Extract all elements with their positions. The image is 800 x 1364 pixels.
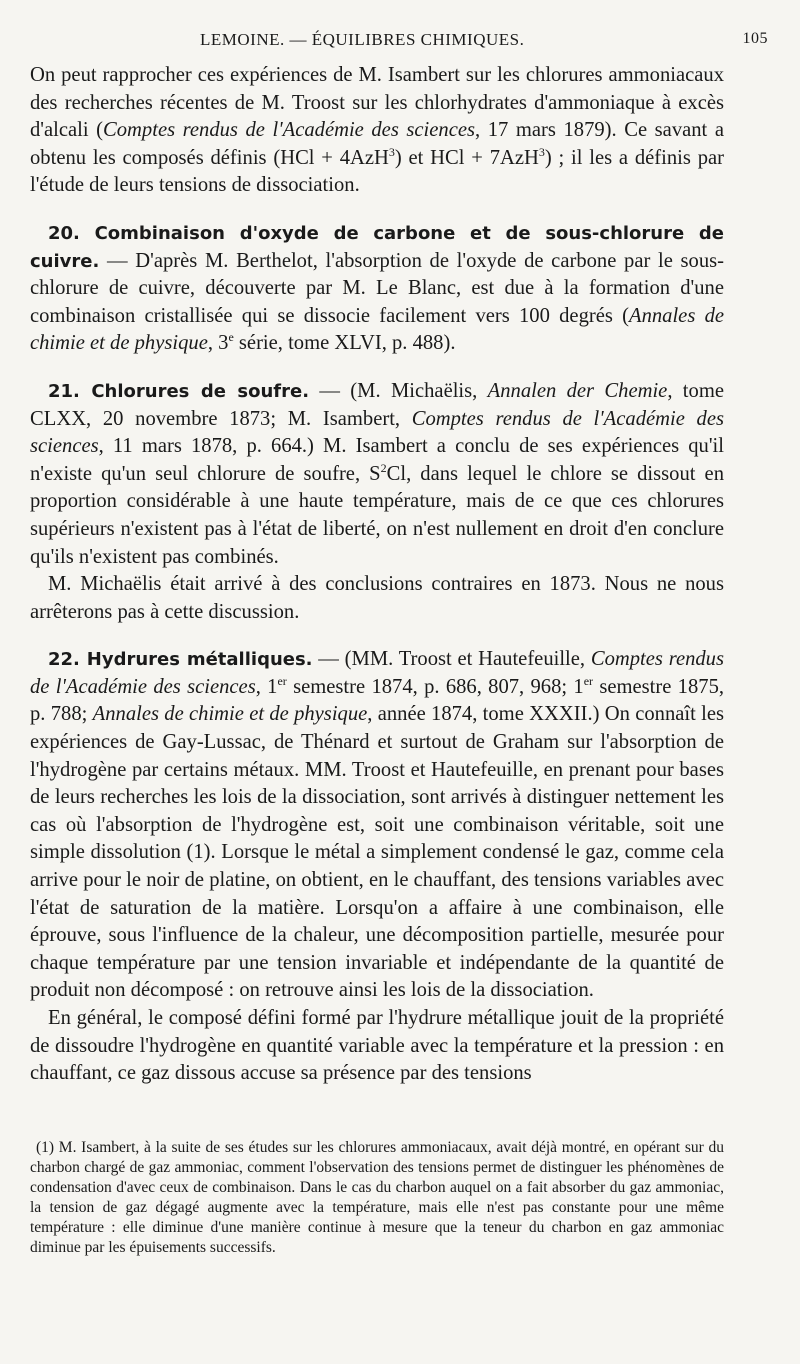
- text-run: On peut rapprocher ces expériences de M. Isambert sur les chlorures ammoniacaux des recherches récentes de M. Troost sur les chlorhydrates d'ammoniaque à excès d'alcali (: [30, 64, 724, 142]
- section-heading: 21. Chlorures de soufre.: [48, 380, 310, 402]
- section-heading: 20. Combinaison d'oxyde de carbone et de sous-chlorure de cuivre.: [30, 222, 724, 272]
- section-22: [30, 646, 724, 1005]
- citation-title: Annales de chimie et de physique: [92, 703, 368, 726]
- section-20: [30, 220, 724, 358]
- citation-title: Comptes rendus de l'Académie des sciences: [103, 119, 476, 142]
- section-21: [30, 378, 724, 571]
- text-run: — D'après M. Berthelot, l'absorption de l'oxyde de carbone par le sous-chlorure de cuivre, découverte par M. Le Blanc, est due à la formation d'une combinaison cristallisée qui se dissocie facilement vers 100 degrés (: [30, 249, 724, 327]
- text-run: , 11 mars 1878, p. 664.) M. Isambert a conclu de ses expériences qu'il n'existe qu'un seul chlorure de soufre, S: [30, 435, 724, 485]
- text-run: semestre 1875, p. 788;: [30, 675, 725, 726]
- paragraph-michaelis: M. Michaëlis était arrivé à des conclusions contraires en 1873. Nous ne nous arrêterons pas à cette discussion.: [30, 573, 724, 623]
- superscript: 3: [538, 144, 545, 159]
- superscript: 2: [380, 460, 387, 475]
- superscript: er: [277, 674, 287, 689]
- superscript: er: [583, 674, 594, 689]
- paragraph-troost: [30, 62, 724, 200]
- citation-title: Annalen der Chemie: [487, 379, 668, 402]
- citation-title: Annales de chimie et de physique: [30, 304, 725, 355]
- text-run: ) ; il les a définis par l'étude de leurs tensions de dissociation.: [30, 146, 724, 197]
- citation-title: Comptes rendus de l'Académie des sciences: [30, 648, 724, 698]
- footnote-1: (1) M. Isambert, à la suite de ses études sur les chlorures ammoniacaux, avait déjà montré, en opérant sur du charbon chargé de gaz ammoniac, comment l'observation des tensions permet de distinguer les phénomènes de condensation d'avec ceux de combinaison. Dans le cas du charbon auquel on a fait absorber du gaz ammoniac, la tension de gaz dégagé augmente avec la température, mais elle n'est pas constante pour une même température : elle diminue d'une manière continue à mesure que la teneur du charbon en gaz ammoniac diminue par les épuisements successifs.: [30, 1139, 724, 1256]
- text-run: — (M. Michaëlis,: [309, 379, 488, 402]
- footnotes: [30, 1138, 724, 1258]
- superscript: e: [228, 330, 234, 345]
- paragraph-hydrure: En général, le composé défini formé par l'hydrure métallique jouit de la propriété de dissoudre l'hydrogène en quantité variable avec la température et la pression : en chauffant, ce gaz dissous accuse sa présence par des tensions: [30, 1007, 724, 1085]
- text-run: , tome CLXX, 20 novembre 1873; M. Isambert,: [30, 379, 724, 430]
- main-text: [30, 62, 724, 1088]
- text-run: , 1: [255, 675, 278, 698]
- citation-title: Comptes rendus de l'Académie des sciences: [30, 407, 724, 458]
- text-run: semestre 1874, p. 686, 807, 968; 1: [286, 675, 584, 698]
- text-run: série, tome XLVI, p. 488).: [233, 332, 456, 355]
- text-run: Cl, dans lequel le chlore se dissout en proportion considérable à une haute température, mais de ce que ces chlorures supérieurs n'existent pas à l'état de liberté, on n'est nullement en droit d'en conclure qu'ils n'existent pas combinés.: [30, 462, 724, 568]
- page-number: 105: [742, 30, 768, 47]
- superscript: 3: [388, 144, 395, 159]
- text-run: , 17 mars 1879). Ce savant a obtenu les composés définis (HCl + 4AzH: [30, 119, 724, 169]
- text-run: ) et HCl + 7AzH: [394, 146, 539, 169]
- text-run: — (MM. Troost et Hautefeuille,: [312, 648, 591, 671]
- text-run: , année 1874, tome XXXII.) On connaît les expériences de Gay-Lussac, de Thénard et surtout de Graham sur l'absorption de l'hydrogène par certains métaux. MM. Troost et Hautefeuille, en prenant pour bases de leurs recherches les lois de la dissociation, sont arrivés à distinguer nettement les cas où l'absorption de l'hydrogène est, soit une combinaison véritable, soit une simple dissolution (1). Lorsque le métal a simplement condensé le gaz, comme cela arrive pour le noir de platine, on obtient, en le chauffant, des tensions variables avec l'état de saturation de la matière. Lorsqu'on a affaire à une combinaison, elle éprouve, sous l'influence de la chaleur, une décomposition partielle, mesurée pour chaque température par une tension invariable et indépendante de la quantité de produit non décomposé : on retrouve ainsi les lois de la dissociation.: [30, 703, 724, 1002]
- running-title: LEMOINE. — ÉQUILIBRES CHIMIQUES.: [200, 30, 525, 49]
- text-run: , 3: [207, 332, 229, 355]
- section-heading: 22. Hydrures métalliques.: [48, 649, 313, 671]
